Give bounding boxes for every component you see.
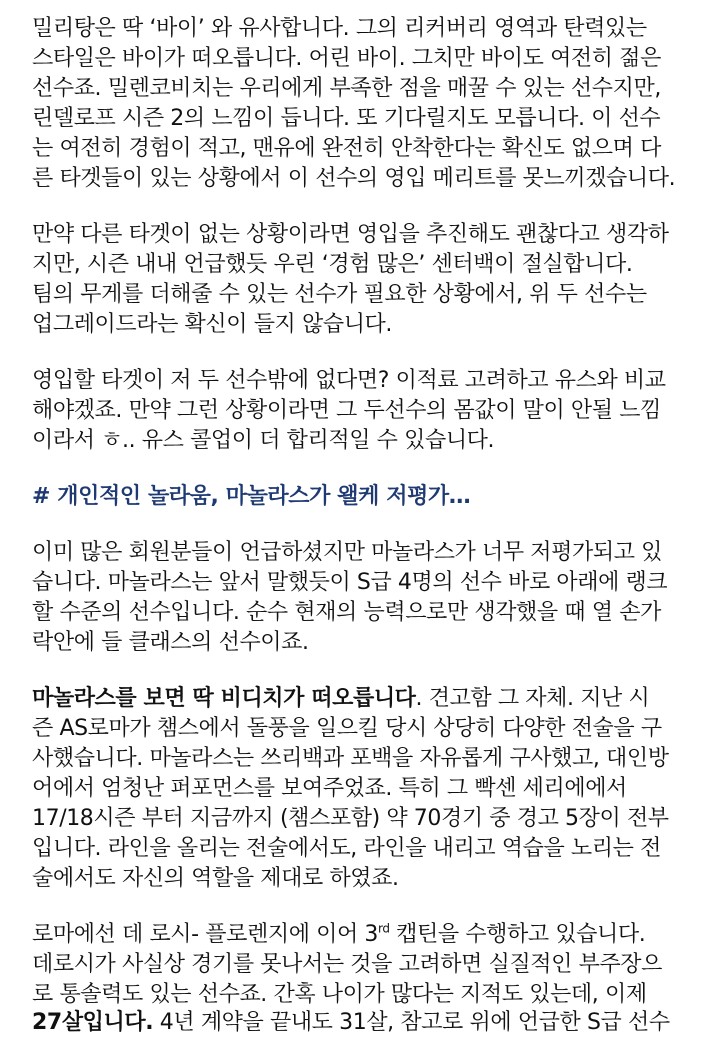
text-line: 술에서도 자신의 역할을 제대로 하였죠. — [32, 866, 399, 891]
text-line: 사했습니다. 마놀라스는 쓰리백과 포백을 자유롭게 구사했고, 대인방 — [32, 746, 669, 771]
text-line: 습니다. 마놀라스는 앞서 말했듯이 S급 4명의 선수 바로 아래에 랭크 — [32, 570, 668, 595]
text-line: 업그레이드라는 확신이 들지 않습니다. — [32, 312, 393, 337]
text-line: 즌 AS로마가 챔스에서 돌풍을 일으킬 당시 상당히 다양한 전술을 구 — [32, 716, 662, 741]
text-line: 팀의 무게를 더해줄 수 있는 선수가 필요한 상황에서, 위 두 선수는 — [32, 282, 647, 307]
text-line: 데로시가 사실상 경기를 못나서는 것을 고려하면 실질적인 부주장으 — [32, 952, 663, 977]
text-span: 캡틴을 수행하고 있습니다. — [389, 922, 646, 947]
text-line: 영입할 타겟이 저 두 선수밖에 없다면? 이적료 고려하고 유스와 비교 — [32, 368, 666, 393]
text-line — [32, 920, 704, 950]
text-line: 17/18시즌 부터 지금까지 (챔스포함) 약 70경기 중 경고 5장이 전부 — [32, 806, 669, 831]
text-line: 른 타겟들이 있는 상황에서 이 선수의 영입 메리트를 못느끼겠습니다. — [32, 166, 676, 191]
text-span: . 견고함 그 자체. 지난 시 — [415, 686, 650, 711]
text-line: 는 여전히 경험이 적고, 맨유에 완전히 안착한다는 확신도 없으며 다 — [32, 136, 661, 161]
text-line: 스타일은 바이가 떠오릅니다. 어린 바이. 그치만 바이도 여전히 젊은 — [32, 46, 661, 71]
section-heading: # 개인적인 놀라움, 마놀라스가 왤케 저평가… — [32, 484, 471, 509]
text-line — [32, 1008, 704, 1038]
text-line: 어에서 엄청난 퍼포먼스를 보여주었죠. 특히 그 빡센 세리에에서 — [32, 776, 627, 801]
bold-phrase: 마놀라스를 보면 딱 비디치가 떠오릅니다 — [32, 686, 416, 711]
text-line: 해야겠죠. 만약 그런 상황이라면 그 두선수의 몸값이 말이 안될 느낌 — [32, 398, 661, 423]
text-line: 할 수준의 선수입니다. 순수 현재의 능력으로만 생각했을 때 열 손가 — [32, 600, 661, 625]
text-line: 지만, 시즌 내내 언급했듯 우린 ‘경험 많은’ 센터백이 절실합니다. — [32, 252, 633, 277]
text-span: 로마에선 데 로시- 플로렌지에 이어 3 — [32, 922, 379, 947]
bold-phrase: 27살입니다. — [32, 1010, 154, 1035]
text-line: 선수죠. 밀렌코비치는 우리에게 부족한 점을 매꿀 수 있는 선수지만, — [32, 76, 661, 101]
text-line: 로 통솔력도 있는 선수죠. 간혹 나이가 많다는 지적도 있는데, 이제 — [32, 982, 647, 1007]
text-line: 린델로프 시즌 2의 느낌이 듭니다. 또 기다릴지도 모릅니다. 이 선수 — [32, 106, 661, 131]
text-line: 밀리탕은 딱 ‘바이’ 와 유사합니다. 그의 리커버리 영역과 탄력있는 — [32, 16, 647, 41]
superscript: rd — [378, 921, 390, 936]
text-line: 입니다. 라인을 올리는 전술에서도, 라인을 내리고 역습을 노리는 전 — [32, 836, 661, 861]
text-span: 4년 계약을 끝내도 31살, 참고로 위에 언급한 S급 선수 — [153, 1010, 670, 1035]
text-line: 만약 다른 타겟이 없는 상황이라면 영입을 추진해도 괜찮다고 생각하 — [32, 222, 669, 247]
text-line — [32, 684, 704, 714]
text-line: 락안에 들 클래스의 선수이죠. — [32, 630, 309, 655]
text-line: 이라서 ㅎ.. 유스 콜업이 더 합리적일 수 있습니다. — [32, 428, 495, 453]
text-line: 이미 많은 회원분들이 언급하셨지만 마놀라스가 너무 저평가되고 있 — [32, 540, 663, 565]
